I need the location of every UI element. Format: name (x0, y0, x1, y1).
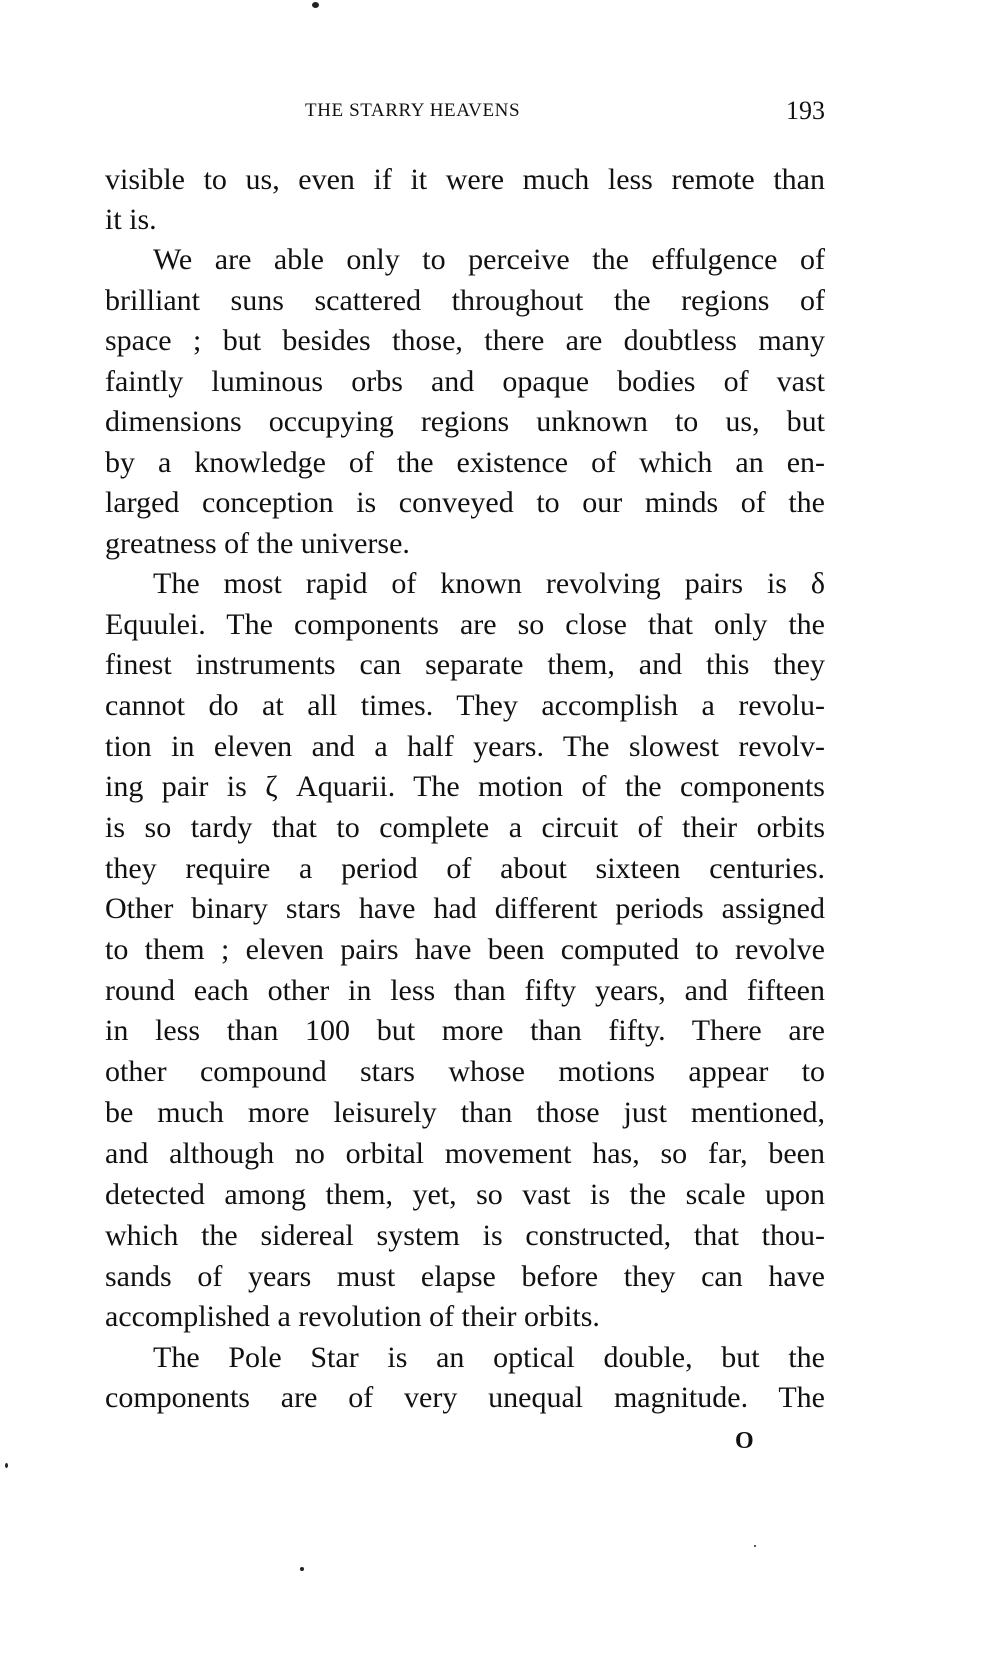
text-line: it is. (105, 203, 157, 236)
text-line: and although no orbital movement has, so far, been (105, 1137, 825, 1170)
text-line: sands of years must elapse before they can have (105, 1260, 825, 1293)
print-speck (5, 1463, 8, 1468)
text-line: greatness of the universe. (105, 527, 410, 560)
page-number: 193 (786, 96, 825, 125)
text-line: We are able only to perceive the effulgence of (153, 243, 825, 276)
text-line: finest instruments can separate them, and this they (105, 648, 825, 681)
text-line: is so tardy that to complete a circuit of their orbits (105, 811, 825, 844)
text-line: The Pole Star is an optical double, but the (153, 1341, 825, 1374)
text-line: faintly luminous orbs and opaque bodies of vast (105, 365, 825, 398)
text-line: brilliant suns scattered throughout the regions of (105, 284, 825, 317)
print-speck (300, 1567, 304, 1571)
text-line: other compound stars whose motions appear to (105, 1055, 825, 1088)
running-head (105, 96, 825, 128)
print-speck (312, 2, 319, 8)
text-line: space ; but besides those, there are doubtless many (105, 324, 825, 357)
text-line: round each other in less than fifty years, and fifteen (105, 974, 825, 1007)
text-line: detected among them, yet, so vast is the scale upon (105, 1178, 825, 1211)
text-line: components are of very unequal magnitude. The (105, 1381, 825, 1414)
text-line: visible to us, even if it were much less remote than (105, 163, 825, 196)
text-line: larged conception is conveyed to our minds of the (105, 486, 825, 519)
print-speck (754, 1545, 756, 1547)
text-line: accomplished a revolution of their orbits. (105, 1300, 600, 1333)
text-line: they require a period of about sixteen centuries. (105, 852, 825, 885)
text-line: Equulei. The components are so close that only the (105, 608, 825, 641)
text-line: dimensions occupying regions unknown to us, but (105, 405, 825, 438)
text-line: be much more leisurely than those just mentioned, (105, 1096, 825, 1129)
text-line: ing pair is ζ Aquarii. The motion of the components (105, 770, 825, 803)
running-head-title: THE STARRY HEAVENS (305, 100, 521, 121)
text-line: which the sidereal system is constructed, that thou- (105, 1219, 825, 1252)
text-line: by a knowledge of the existence of which an en- (105, 446, 825, 479)
text-line: tion in eleven and a half years. The slowest revolv- (105, 730, 825, 763)
text-line: in less than 100 but more than fifty. There are (105, 1014, 825, 1047)
text-line: Other binary stars have had different periods assigned (105, 892, 825, 925)
text-line: cannot do at all times. They accomplish a revolu- (105, 689, 825, 722)
text-line: The most rapid of known revolving pairs is δ (153, 567, 825, 600)
text-line: to them ; eleven pairs have been computed to revolve (105, 933, 825, 966)
signature-mark: O (735, 1428, 754, 1454)
